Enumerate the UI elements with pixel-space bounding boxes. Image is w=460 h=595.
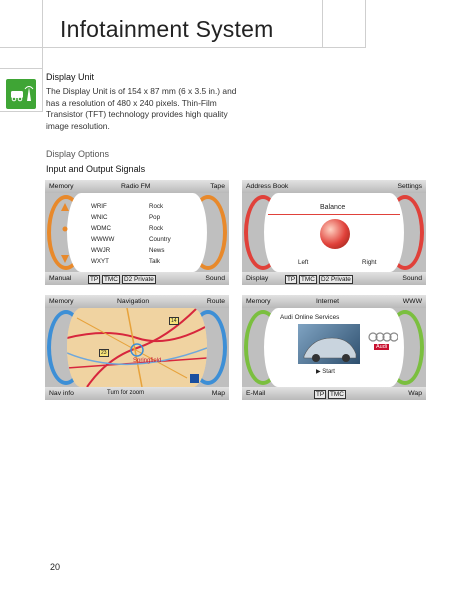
bottom-bar <box>45 272 229 285</box>
grid-line <box>0 68 42 69</box>
balance-knob[interactable] <box>320 219 350 249</box>
web-content <box>264 308 404 387</box>
display-panel <box>242 308 426 387</box>
balance-panel <box>264 193 404 272</box>
top-bar <box>45 180 229 193</box>
page-number: 20 <box>50 562 61 572</box>
manual-button[interactable]: Manual <box>49 275 72 282</box>
road-shield: 14 <box>171 318 177 324</box>
bottom-bar <box>45 387 229 400</box>
tmc-badge: TMC <box>301 276 315 283</box>
tp-badge: TP <box>316 391 325 398</box>
service-title: Audi Online Services <box>280 314 340 321</box>
section-heading-options: Display Options <box>46 149 110 159</box>
road-shield: 23 <box>101 350 107 356</box>
tmc-badge: TMC <box>330 391 344 398</box>
display-unit-text: The Display Unit is of 154 x 87 mm (6 x 3.5 in.) and has a resolution of 480 x 240 pixels. Thin-Film Transistor (TFT) technology provides high quality image resolution. <box>46 86 237 131</box>
internet-label: Internet <box>316 298 340 305</box>
navigation-screen <box>45 295 229 400</box>
list-item-genre: Country <box>149 236 171 243</box>
bottom-bar <box>242 387 426 400</box>
display-button[interactable]: Display <box>246 275 269 282</box>
list-item-genre: News <box>149 247 165 254</box>
left-label: Left <box>298 259 309 266</box>
compass-icon <box>190 374 199 383</box>
page-title: Infotainment System <box>60 16 274 42</box>
car-image <box>298 324 360 364</box>
map-view[interactable] <box>67 308 207 387</box>
memory-button[interactable]: Memory <box>246 298 271 305</box>
map-roads <box>67 308 207 387</box>
place-label: Springfield <box>133 358 162 364</box>
sound-button[interactable]: Sound <box>205 275 225 282</box>
display-panel <box>242 193 426 272</box>
top-bar <box>45 295 229 308</box>
display-panel <box>45 193 229 272</box>
grid-line <box>42 0 43 112</box>
car-display-icon <box>6 79 36 109</box>
list-item[interactable]: WXYT <box>91 258 109 265</box>
balance-title: Balance <box>320 204 346 211</box>
memory-button[interactable]: Memory <box>49 298 74 305</box>
grid-line <box>365 0 366 48</box>
tp-badge: TP <box>90 276 99 283</box>
station-list <box>67 193 207 272</box>
d2-private-badge: D2 Private <box>321 276 351 283</box>
list-item[interactable]: WWJR <box>91 247 111 254</box>
section-heading: Display Unit <box>46 72 95 82</box>
internet-screen <box>242 295 426 400</box>
audi-rings-icon <box>368 332 398 342</box>
tmc-badge: TMC <box>104 276 118 283</box>
divider <box>268 214 400 215</box>
grid-line <box>322 0 323 48</box>
grid-line <box>0 47 365 48</box>
list-item-genre: Rock <box>149 225 164 232</box>
audi-logo-text: Audi <box>376 344 388 350</box>
radio-fm-label: Radio FM <box>121 183 151 190</box>
section-subheading: Input and Output Signals <box>46 164 146 174</box>
radio-screen <box>45 180 229 285</box>
d2-private-badge: D2 Private <box>124 276 154 283</box>
list-item[interactable]: WWWW <box>91 236 115 243</box>
display-panel <box>45 308 229 387</box>
tape-button[interactable]: Tape <box>210 183 225 190</box>
map-button[interactable]: Map <box>211 390 225 397</box>
top-bar <box>242 180 426 193</box>
memory-button[interactable]: Memory <box>49 183 74 190</box>
tp-badge: TP <box>287 276 296 283</box>
list-item[interactable]: WRIF <box>91 203 107 210</box>
zoom-hint: Turn for zoom <box>107 390 145 396</box>
list-item-genre: Rock <box>149 203 164 210</box>
settings-button[interactable]: Settings <box>397 183 422 190</box>
route-button[interactable]: Route <box>206 298 225 305</box>
balance-screen <box>242 180 426 285</box>
list-item-genre: Talk <box>149 258 161 265</box>
list-item[interactable]: WNIC <box>91 214 108 221</box>
scroll-arrows-icon[interactable] <box>57 201 73 265</box>
address-book-button[interactable]: Address Book <box>246 183 289 190</box>
nav-info-button[interactable]: Nav info <box>49 390 74 397</box>
start-link[interactable]: ▶ Start <box>316 369 335 375</box>
navigation-label: Navigation <box>117 298 150 305</box>
sound-button[interactable]: Sound <box>402 275 422 282</box>
top-bar <box>242 295 426 308</box>
list-item-genre: Pop <box>149 214 161 221</box>
start-label: Start <box>322 369 335 375</box>
wap-button[interactable]: Wap <box>408 390 422 397</box>
email-button[interactable]: E-Mail <box>246 390 266 397</box>
right-label: Right <box>362 259 377 266</box>
grid-line <box>0 111 42 112</box>
bottom-bar <box>242 272 426 285</box>
www-button[interactable]: WWW <box>402 298 422 305</box>
list-item[interactable]: WDMC <box>91 225 111 232</box>
